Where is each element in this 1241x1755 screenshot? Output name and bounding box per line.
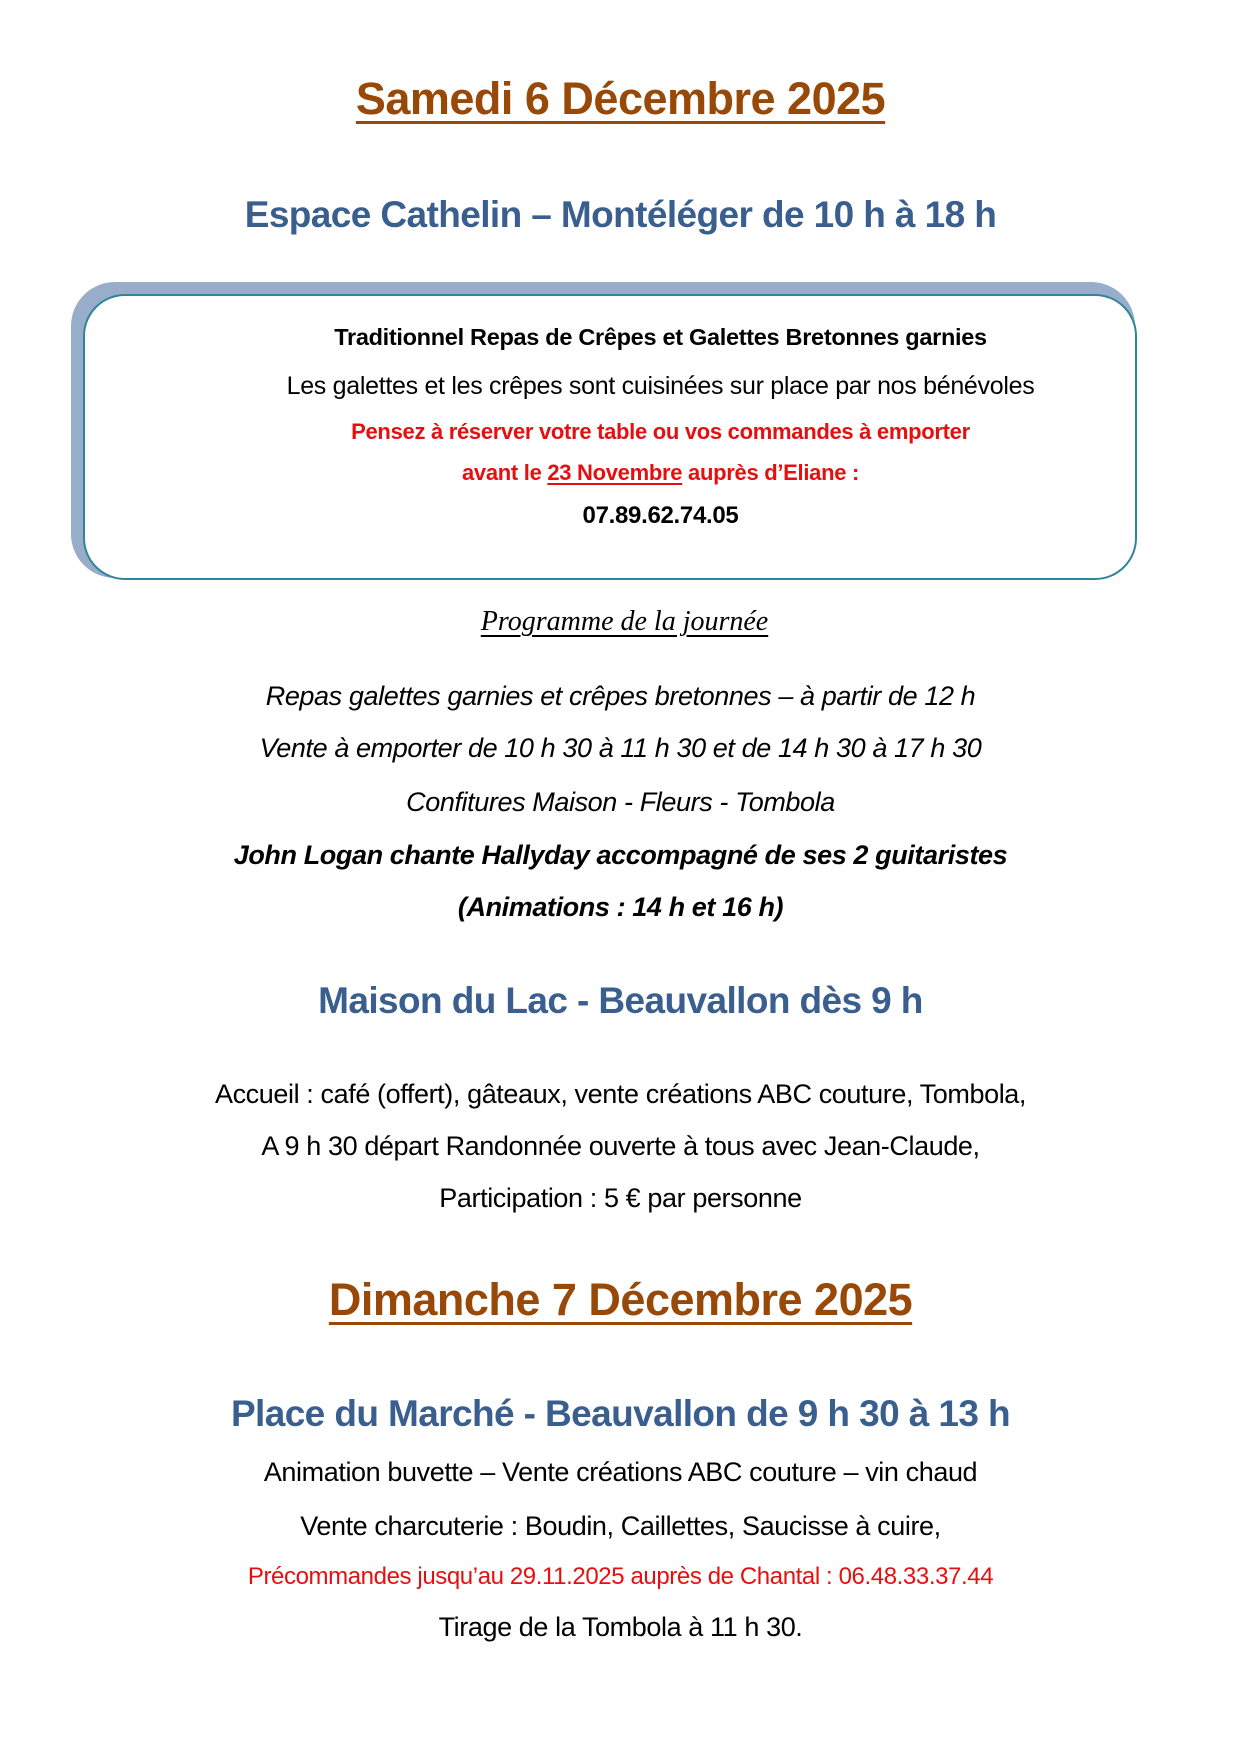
deadline-suffix: auprès d’Eliane : (682, 460, 859, 485)
place-du-marche-line: Vente charcuterie : Boudin, Caillettes, Saucisse à cuire, (300, 1511, 941, 1541)
saturday-date-title (0, 73, 1241, 124)
programme-item: Repas galettes garnies et crêpes bretonnes – à partir de 12 h (265, 681, 976, 711)
venue-heading-place-du-marche: Place du Marché - Beauvallon de 9 h 30 à 13 h (230, 1393, 1011, 1434)
programme-heading: Programme de la journée (480, 606, 769, 637)
place-du-marche-line: Animation buvette – Vente créations ABC couture – vin chaud (263, 1457, 978, 1487)
info-box-deadline (40, 462, 1241, 484)
info-box-reservation-notice: Pensez à réserver votre table ou vos commandes à emporter (351, 419, 970, 444)
deadline-date: 23 Novembre (547, 460, 683, 485)
programme-item-animations: (Animations : 14 h et 16 h) (457, 892, 784, 922)
deadline-prefix: avant le (461, 460, 548, 485)
sunday-date-text: Dimanche 7 Décembre 2025 (328, 1274, 913, 1325)
maison-du-lac-line: Accueil : café (offert), gâteaux, vente créations ABC couture, Tombola, (214, 1079, 1027, 1109)
place-du-marche-line: Tirage de la Tombola à 11 h 30. (438, 1612, 803, 1642)
info-box-description: Les galettes et les crêpes sont cuisinées sur place par nos bénévoles (286, 372, 1035, 400)
saturday-date-text: Samedi 6 Décembre 2025 (355, 73, 886, 124)
preorder-notice: Précommandes jusqu’au 29.11.2025 auprès de Chantal : 06.48.33.37.44 (247, 1563, 994, 1590)
programme-item: Confitures Maison - Fleurs - Tombola (406, 787, 835, 817)
maison-du-lac-line: Participation : 5 € par personne (439, 1183, 802, 1213)
programme-item: Vente à emporter de 10 h 30 à 11 h 30 et de 14 h 30 à 17 h 30 (259, 733, 982, 763)
info-box-title: Traditionnel Repas de Crêpes et Galettes Bretonnes garnies (334, 324, 987, 350)
sunday-date-title (0, 1274, 1241, 1325)
venue-heading-espace-cathelin: Espace Cathelin – Montéléger de 10 h à 18 h (244, 194, 997, 235)
maison-du-lac-line: A 9 h 30 départ Randonnée ouverte à tous avec Jean-Claude, (261, 1131, 980, 1161)
programme-item-concert: John Logan chante Hallyday accompagné de ses 2 guitaristes (233, 840, 1008, 870)
info-box-phone: 07.89.62.74.05 (582, 502, 739, 529)
venue-heading-maison-du-lac: Maison du Lac - Beauvallon dès 9 h (318, 980, 923, 1021)
